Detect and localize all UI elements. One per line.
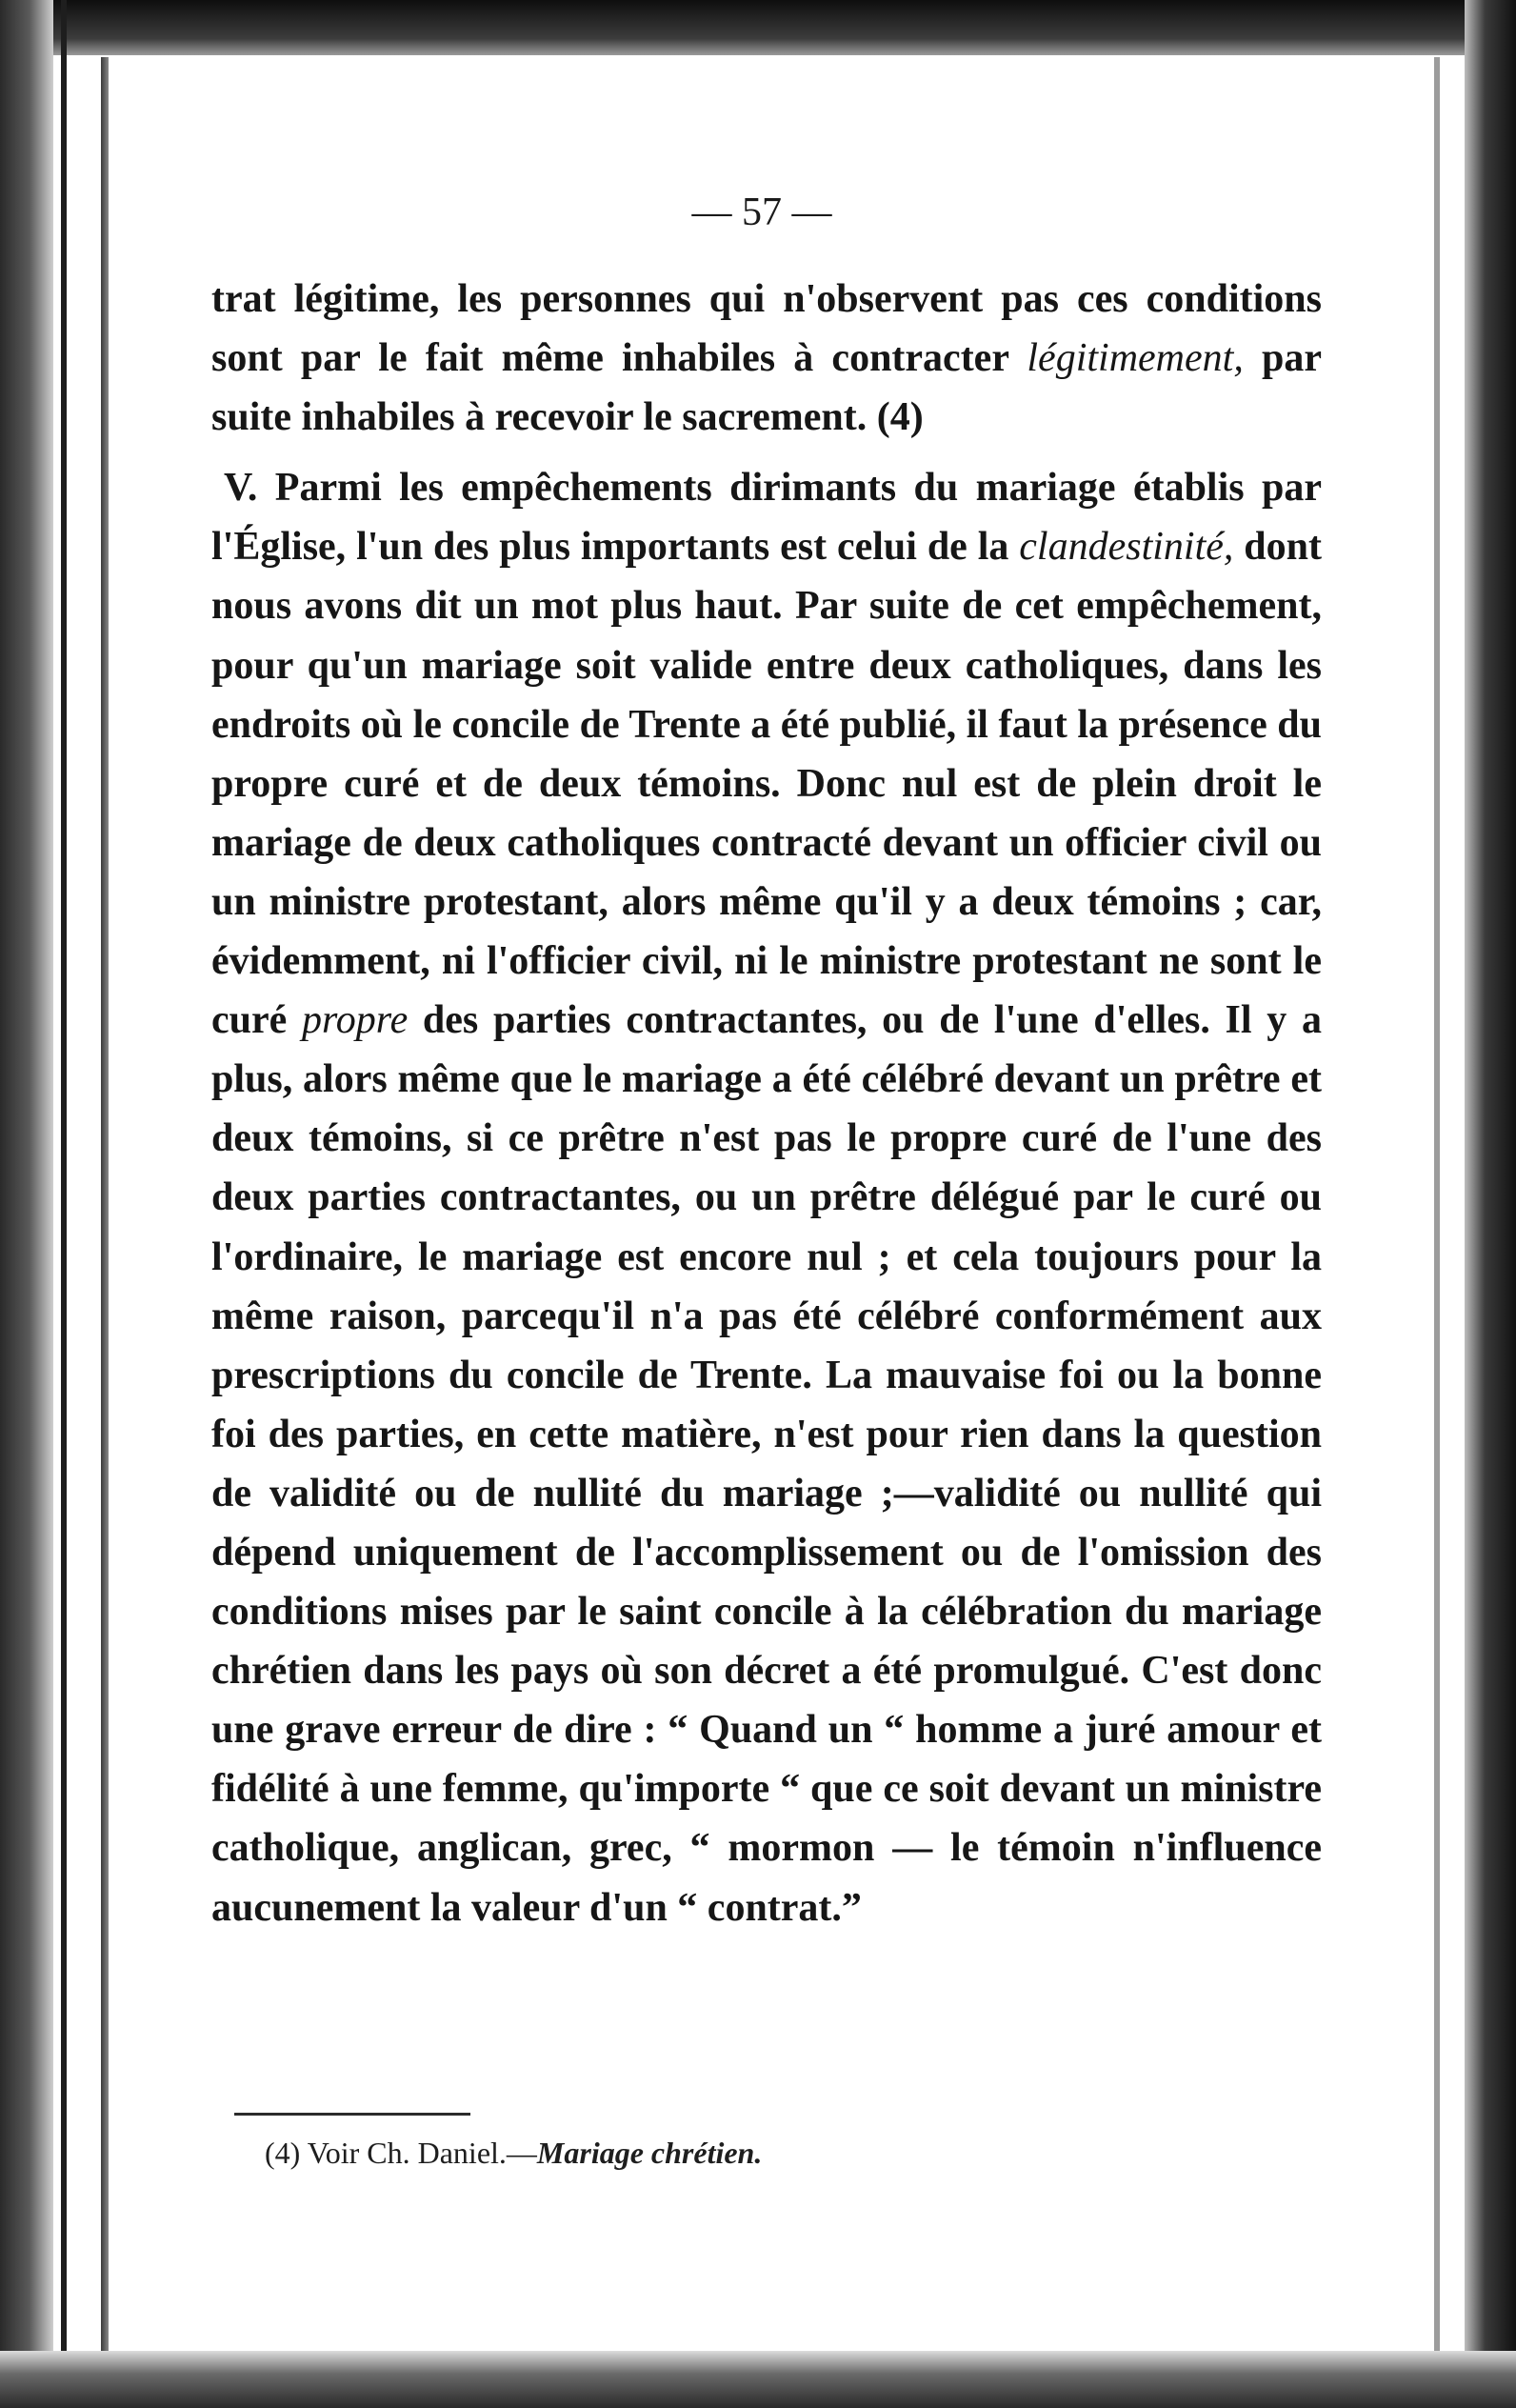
scan-border-top — [0, 0, 1516, 55]
paragraph-1 — [211, 270, 1322, 447]
scan-border-bottom — [0, 2351, 1516, 2408]
paragraph-2-text-a: V. Parmi les empêchements dirimants du mariage établis par l'Église, l'un des plus importants est celui de la — [211, 466, 1322, 570]
paragraph-1-text-b: par suite inhabiles à recevoir le sacrement. (4) — [211, 336, 1323, 440]
footnote-prefix: (4) Voir Ch. Daniel.— — [265, 2136, 537, 2170]
scan-border-right — [1465, 0, 1516, 2408]
right-page-edge-line — [1434, 57, 1440, 2362]
page-edge-shadow — [101, 57, 109, 2381]
scan-border-left — [0, 0, 53, 2408]
footnote — [265, 2132, 1122, 2174]
page-number: — 57 — — [691, 191, 832, 234]
paragraph-1-italic: légitimement, — [1027, 336, 1244, 381]
paragraph-2-italic-a: clandestinité, — [1019, 525, 1234, 570]
footnote-divider — [234, 2113, 470, 2116]
binding-shadow-line — [61, 0, 67, 2408]
paragraph-2-text-c: des parties contractantes, ou de l'une d'elles. Il y a plus, alors même que le mariage a été célébré devant un prêtre et deux témoins, si ce prêtre n'est pas le propre curé de l'une des deux parties contractantes, ou un prêtre délégué par le curé ou l'ordinaire, le mariage est encore nul ; et cela toujours pour la même raison, parcequ'il n'a pas été célébré conformément aux prescriptions du concile de Trente. La mauvaise foi ou la bonne foi des parties, en cette matière, n'est pour rien dans la question de validité ou de nullité du mariage ;—validité ou nullité qui dépend uniquement de l'accomplissement ou de l'omission des conditions mises par le saint concile à la célébration du mariage chrétien dans les pays où son décret a été promulgué. C'est donc une grave erreur de dire : “ Quand un “ homme a juré amour et fidélité à une femme, qu'importe “ que ce soit devant un ministre catholique, anglican, grec, “ mormon — le témoin n'influence aucunement la valeur d'un “ contrat.” — [211, 998, 1322, 1930]
paragraph-2-italic-b: propre — [302, 998, 409, 1043]
paragraph-1-text-a: trat légitime, les personnes qui n'observent pas ces conditions sont par le fait même inhabiles à contracter — [211, 277, 1322, 381]
footnote-source: Mariage chrétien. — [536, 2136, 763, 2170]
paragraph-2 — [211, 458, 1322, 1936]
body-text — [211, 270, 1322, 1937]
paragraph-2-text-b: dont nous avons dit un mot plus haut. Par suite de cet empêchement, pour qu'un mariage soit valide entre deux catholiques, dans les endroits où le concile de Trente a été publié, il faut la présence du propre curé et de deux témoins. Donc nul est de plein droit le mariage de deux catholiques contracté devant un officier civil ou un ministre protestant, alors même qu'il y a deux témoins ; car, évidemment, ni l'officier civil, ni le ministre protestant ne sont le curé — [211, 525, 1322, 1043]
